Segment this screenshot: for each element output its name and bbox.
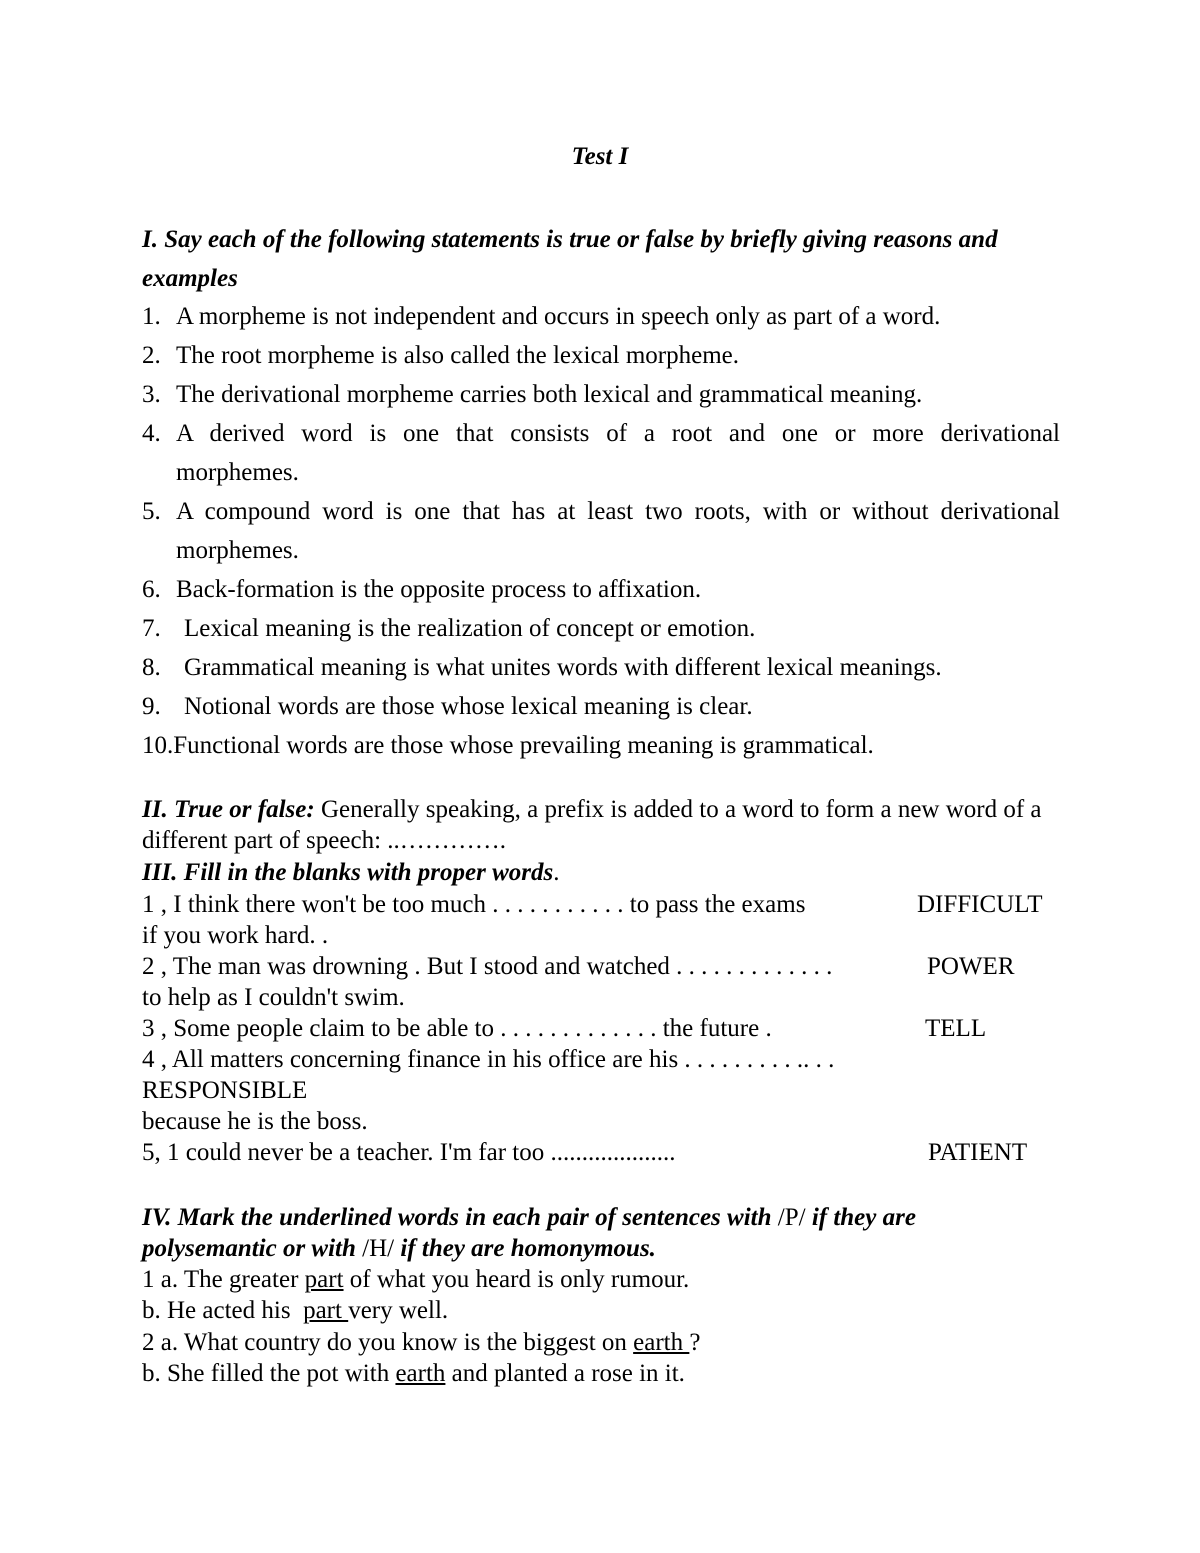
fill-item-keyword: DIFFICULT <box>917 891 1043 918</box>
section4-heading <box>142 1202 1042 1264</box>
list-item <box>142 726 1060 765</box>
section2-text: Generally speaking, a prefix is added to a word to form a new word of a different part of speech: ..…………. <box>142 796 1042 854</box>
item-text: Lexical meaning is the realization of concept or emotion. <box>184 615 756 642</box>
fill-item <box>142 889 1072 920</box>
sentence-text: 2 a. What country do you know is the biggest on <box>142 1329 634 1356</box>
sentence-text: b. She filled the pot with <box>142 1360 396 1387</box>
fill-item-sentence: 1 , I think there won't be too much . . . . . . . . . . . to pass the exams <box>142 891 806 918</box>
tag-h: /H/ <box>362 1235 395 1262</box>
sentence-1b <box>142 1295 448 1326</box>
fill-item <box>142 1137 1072 1168</box>
section4-heading-part: if they are homonymous. <box>394 1235 656 1262</box>
list-item <box>142 492 1060 570</box>
section4-heading-part: if they are polysemantic or with <box>142 1204 916 1262</box>
section2-paragraph <box>142 794 1042 856</box>
sentence-2a <box>142 1327 700 1358</box>
fill-item-sentence: 5, 1 could never be a teacher. I'm far too .................... <box>142 1139 676 1166</box>
item-number: 1. <box>142 303 161 330</box>
list-item <box>142 414 1060 492</box>
sentence-text: b. He acted his <box>142 1297 304 1324</box>
item-text: Back-formation is the opposite process to affixation. <box>176 576 702 603</box>
section4-heading-part: IV. Mark the underlined words in each pair of sentences with <box>142 1204 778 1231</box>
sentence-1a <box>142 1264 689 1295</box>
item-text: Functional words are those whose prevailing meaning is grammatical. <box>173 732 874 759</box>
underlined-word: earth <box>395 1360 446 1387</box>
list-item <box>142 570 1060 609</box>
section2-label: II. True or false: <box>142 796 315 823</box>
fill-item-keyword: PATIENT <box>928 1139 1028 1166</box>
sentence-text: very well. <box>348 1297 449 1324</box>
list-item <box>142 609 1060 648</box>
tag-p: /P/ <box>777 1204 806 1231</box>
fill-item <box>142 1013 1072 1044</box>
item-number: 6. <box>142 576 161 603</box>
sentence-text: 1 a. The greater <box>142 1266 305 1293</box>
item-text: The derivational morpheme carries both lexical and grammatical meaning. <box>176 381 923 408</box>
list-item <box>142 336 1060 375</box>
fill-item-continuation: if you work hard. . <box>142 922 329 949</box>
fill-item-continuation: to help as I couldn't swim. <box>142 984 405 1011</box>
item-text: A compound word is one that has at least two roots, with or without derivational morphemes. <box>176 498 1060 564</box>
item-number: 4. <box>142 420 161 447</box>
fill-item-keyword: TELL <box>925 1015 987 1042</box>
fill-item-sentence: 4 , All matters concerning finance in his office are his . . . . . . . . . .. . . <box>142 1046 835 1073</box>
sentence-text: ? <box>689 1329 701 1356</box>
sentence-text: of what you heard is only rumour. <box>343 1266 690 1293</box>
underlined-word: part <box>304 1266 344 1293</box>
underlined-word: earth <box>633 1329 690 1356</box>
fill-item <box>142 951 1072 982</box>
sentence-text: and planted a rose in it. <box>445 1360 685 1387</box>
item-number: 8. <box>142 654 161 681</box>
fill-item-keyword: RESPONSIBLE <box>142 1077 308 1104</box>
list-item <box>142 648 1060 687</box>
list-item <box>142 375 1060 414</box>
fill-item-sentence: 2 , The man was drowning . But I stood and watched . . . . . . . . . . . . . <box>142 953 833 980</box>
section1-heading: I. Say each of the following statements is true or false by briefly giving reasons and examples <box>142 226 998 292</box>
fill-item-keyword: POWER <box>927 953 1015 980</box>
list-item <box>142 297 1060 336</box>
item-text: A morpheme is not independent and occurs in speech only as part of a word. <box>176 303 941 330</box>
section1-list <box>142 297 1060 765</box>
item-number: 10. <box>142 732 174 759</box>
section3-heading-end: . <box>553 859 560 886</box>
item-text: Notional words are those whose lexical meaning is clear. <box>184 693 753 720</box>
item-number: 9. <box>142 693 161 720</box>
sentence-2b <box>142 1358 685 1389</box>
item-text: The root morpheme is also called the lexical morpheme. <box>176 342 740 369</box>
item-number: 7. <box>142 615 161 642</box>
item-text: A derived word is one that consists of a root and one or more derivational morphemes. <box>176 420 1060 486</box>
fill-item-continuation: because he is the boss. <box>142 1108 368 1135</box>
item-number: 5. <box>142 498 161 525</box>
item-text: Grammatical meaning is what unites words with different lexical meanings. <box>184 654 942 681</box>
underlined-word: part <box>303 1297 349 1324</box>
section3-heading <box>142 857 559 888</box>
item-number: 3. <box>142 381 161 408</box>
item-number: 2. <box>142 342 161 369</box>
section3-heading-text: III. Fill in the blanks with proper words <box>142 859 554 886</box>
list-item <box>142 687 1060 726</box>
page-title: Test I <box>571 143 629 170</box>
fill-item-sentence: 3 , Some people claim to be able to . . . . . . . . . . . . . the future . <box>142 1015 772 1042</box>
